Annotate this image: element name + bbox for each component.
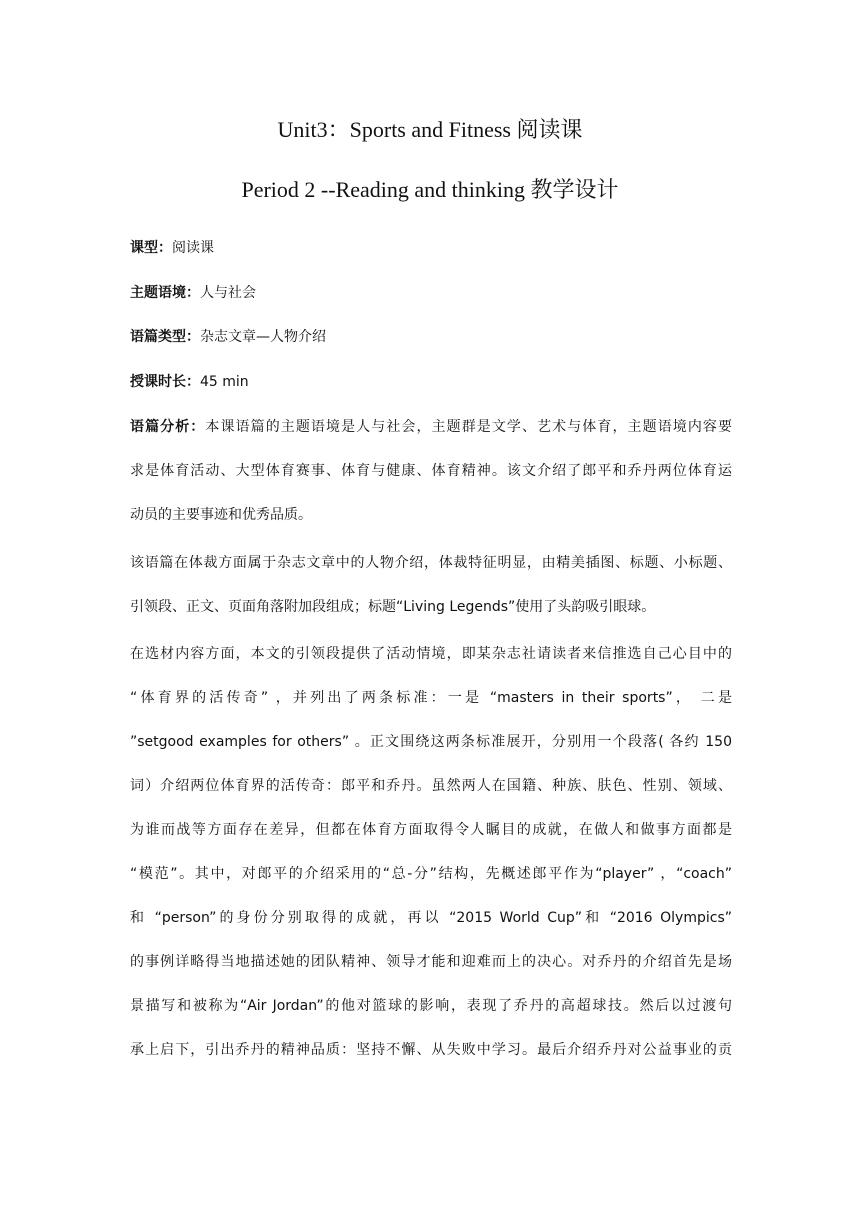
meta-value: 阅读课 <box>172 240 214 256</box>
text-line: “体育界的活传奇” ，并列出了两条标准：一是 “masters in their sports”， 二是 <box>130 690 732 706</box>
text-line: 景描写和被称为“Air Jordan”的他对篮球的影响，表现了乔丹的高超球技。然后以过渡句 <box>130 998 732 1014</box>
meta-label: 语篇类型： <box>130 329 200 345</box>
text-line: 在选材内容方面，本文的引领段提供了活动情境，即某杂志社请读者来信推选自己心目中的 <box>130 646 732 662</box>
meta-value: 人与社会 <box>200 285 256 301</box>
text-line: 求是体育活动、大型体育赛事、体育与健康、体育精神。该文介绍了郎平和乔丹两位体育运 <box>130 463 732 479</box>
document-title: Unit3：Sports and Fitness 阅读课 <box>277 117 583 142</box>
meta-label: 主题语境： <box>130 285 200 301</box>
text-line: 该语篇在体裁方面属于杂志文章中的人物介绍，体裁特征明显，由精美插图、标题、小标题、 <box>130 555 732 571</box>
genre-paragraph <box>130 541 732 629</box>
text-line: “模范”。其中，对郎平的介绍采用的“总-分”结构，先概述郎平作为“player” ，“coach” <box>130 866 732 882</box>
text-line: 引领段、正文、页面角落附加段组成；标题“Living Legends”使用了头韵吸引眼球。 <box>130 599 656 615</box>
meta-label: 授课时长： <box>130 374 200 390</box>
text-line: 动员的主要事迹和优秀品质。 <box>130 507 312 523</box>
document-subtitle: Period 2 --Reading and thinking 教学设计 <box>241 177 619 202</box>
text-line: 承上启下，引出乔丹的精神品质：坚持不懈、从失败中学习。最后介绍乔丹对公益事业的贡 <box>130 1042 732 1058</box>
text-line: 和 “person”的身份分别取得的成就，再以 “2015 World Cup”和 “2016 Olympics” <box>130 910 732 926</box>
meta-value: 杂志文章—人物介绍 <box>200 329 326 345</box>
meta-lesson-type <box>130 237 750 259</box>
content-paragraph <box>130 632 732 1072</box>
meta-text-type <box>130 326 750 348</box>
text-line: 为谁而战等方面存在差异，但都在体育方面取得令人瞩目的成就，在做人和做事方面都是 <box>130 822 732 838</box>
text-line: ”setgood examples for others” 。正文围绕这两条标准展开，分别用一个段落( 各约 150 <box>130 734 732 750</box>
meta-value: 45 min <box>200 374 249 390</box>
text-line: 的事例详略得当地描述她的团队精神、领导才能和迎难而上的决心。对乔丹的介绍首先是场 <box>130 954 732 970</box>
meta-duration <box>130 371 750 393</box>
analysis-paragraph <box>130 405 732 537</box>
text-line: 词）介绍两位体育界的活传奇：郎平和乔丹。虽然两人在国籍、种族、肤色、性别、领域、 <box>130 778 732 794</box>
meta-label: 课型： <box>130 240 172 256</box>
text-line: 语篇分析：本课语篇的主题语境是人与社会，主题群是文学、艺术与体育，主题语境内容要 <box>130 419 733 435</box>
meta-theme-context <box>130 282 750 304</box>
analysis-label: 语篇分析： <box>130 419 206 435</box>
